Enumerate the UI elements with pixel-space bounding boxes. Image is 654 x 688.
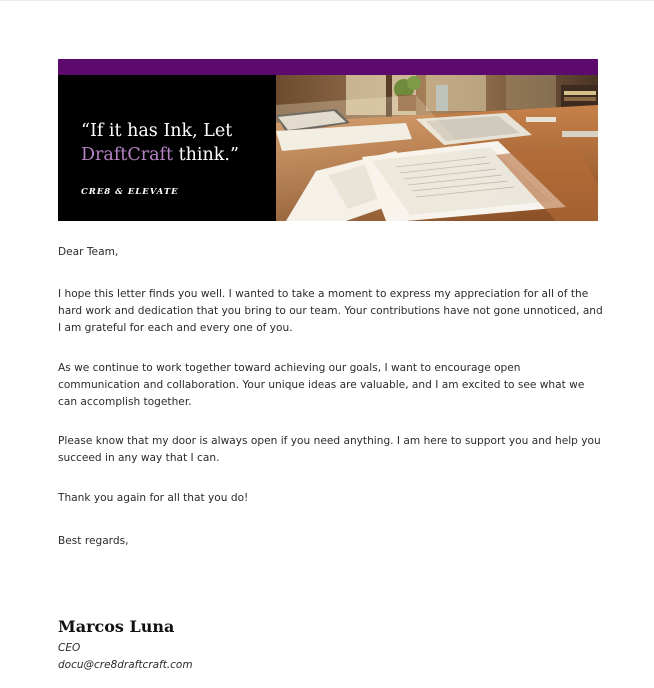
signature-email[interactable]: docu@cre8draftcraft.com xyxy=(58,659,193,671)
banner-subline: CRE8 & ELEVATE xyxy=(81,187,179,197)
banner-text-panel xyxy=(58,75,276,221)
letter-paragraph: As we continue to work together toward achieving our goals, I want to encourage open communication and collaboration. Your unique ideas are valuable, and I am excited to see what we can accomplish together. xyxy=(58,362,585,408)
banner-tagline xyxy=(81,119,271,167)
desk-photo-graphic xyxy=(276,75,598,221)
tagline-line-1: “If it has Ink, Let xyxy=(81,121,233,141)
header-banner xyxy=(58,59,598,221)
signature-name: Marcos Luna xyxy=(58,617,175,636)
letter-paragraph: I hope this letter finds you well. I wanted to take a moment to express my appreciation for all of the hard work and dedication that you bring to our team. Your contributions have not gone unnoticed, and I am grateful for each and every one of you. xyxy=(58,288,603,334)
signature-title: CEO xyxy=(58,642,81,654)
banner-accent-stripe xyxy=(58,59,598,75)
letter-paragraph: Thank you again for all that you do! xyxy=(58,492,249,504)
tagline-end: think.” xyxy=(173,145,239,165)
desk-photo xyxy=(276,75,598,221)
letter-greeting: Dear Team, xyxy=(58,246,119,258)
tagline-brand: DraftCraft xyxy=(81,145,174,165)
letter-paragraph: Please know that my door is always open if you need anything. I am here to support you and help you succeed in any way that I can. xyxy=(58,435,601,464)
letter-closing: Best regards, xyxy=(58,535,129,547)
